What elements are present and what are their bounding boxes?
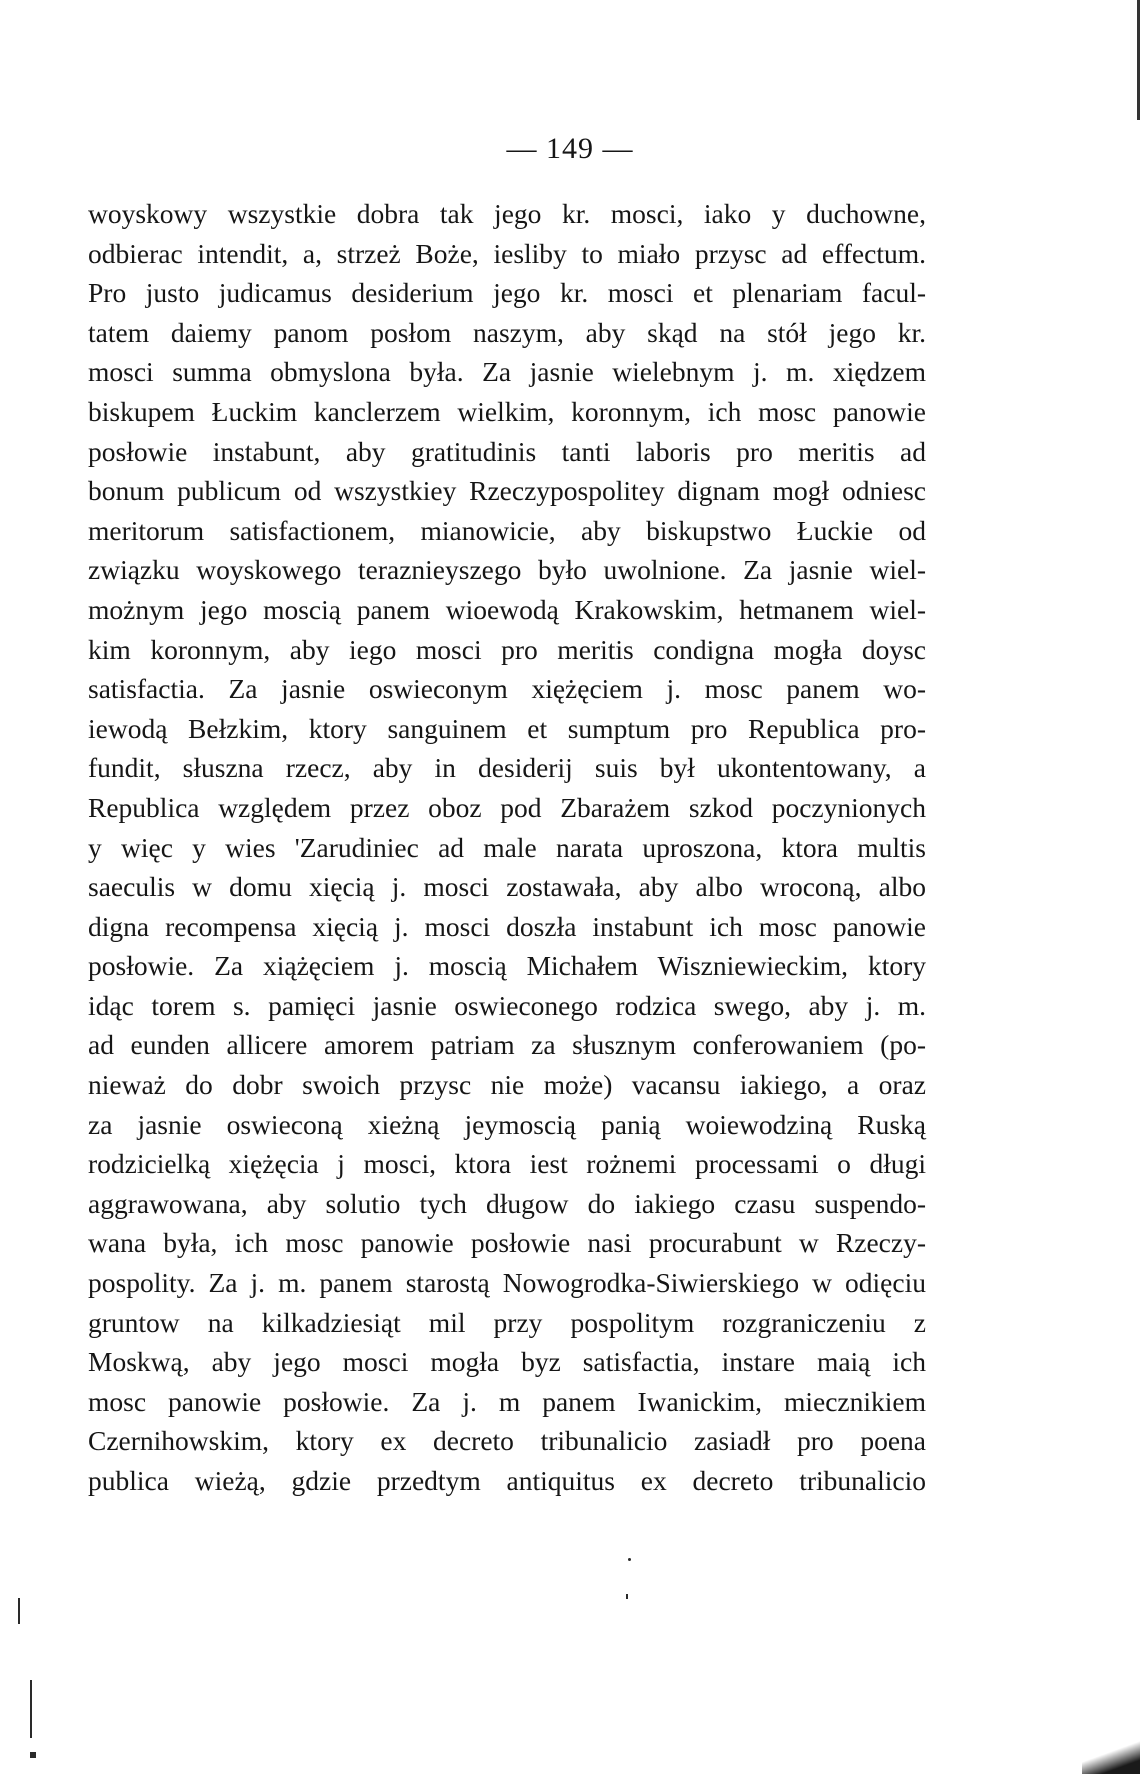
text-line: Moskwą, aby jego mosci mogła byz satisfactia, instare maią ich bbox=[88, 1346, 926, 1378]
text-line: gruntow na kilkadziesiąt mil przy pospolitym rozgraniczeniu z bbox=[88, 1306, 926, 1338]
text-line: posłowie. Za xiążęciem j. moscią Michałem Wiszniewieckim, ktory bbox=[88, 950, 926, 982]
text-line: pospolity. Za j. m. panem starostą Nowogrodka-Siwierskiego w odięciu bbox=[88, 1267, 926, 1299]
scan-corner-shadow bbox=[1082, 1740, 1140, 1774]
text-line: y więc y wies 'Zarudiniec ad male narata uproszona, ktora multis bbox=[88, 831, 926, 863]
text-line: woyskowy wszystkie dobra tak jego kr. mosci, iako y duchowne, bbox=[88, 198, 926, 229]
text-line: aggrawowana, aby solutio tych długow do iakiego czasu suspendo- bbox=[88, 1187, 926, 1219]
text-line: rodzicielką xiężęcia j mosci, ktora iest rożnemi processami o długi bbox=[88, 1148, 926, 1180]
text-line: biskupem Łuckim kanclerzem wielkim, koronnym, ich mosc panowie bbox=[88, 395, 926, 427]
text-line: tatem daiemy panom posłom naszym, aby skąd na stół jego kr. bbox=[88, 316, 926, 348]
text-line: możnym jego moscią panem wioewodą Krakowskim, hetmanem wiel- bbox=[88, 593, 926, 625]
text-line: Pro justo judicamus desiderium jego kr. mosci et plenariam facul- bbox=[88, 277, 926, 309]
text-line: satisfactia. Za jasnie oswieconym xiężęciem j. mosc panem wo- bbox=[88, 673, 926, 705]
scan-edge-mark bbox=[30, 1680, 32, 1738]
body-text bbox=[88, 194, 926, 1501]
text-line: kim koronnym, aby iego mosci pro meritis condigna mogła doysc bbox=[88, 633, 926, 665]
text-line: ad eunden allicere amorem patriam za słusznym conferowaniem (po- bbox=[88, 1029, 926, 1061]
text-line: odbierac intendit, a, strzeż Boże, iesliby to miało przysc ad effectum. bbox=[88, 237, 926, 269]
text-line: wana była, ich mosc panowie posłowie nasi procurabunt w Rzeczy- bbox=[88, 1227, 926, 1259]
text-line: mosci summa obmyslona była. Za jasnie wielebnym j. m. xiędzem bbox=[88, 356, 926, 388]
text-line: związku woyskowego teraznieyszego było uwolnione. Za jasnie wiel- bbox=[88, 554, 926, 586]
text-line: idąc torem s. pamięci jasnie oswieconego rodzica swego, aby j. m. bbox=[88, 989, 926, 1021]
scan-edge-mark bbox=[18, 1598, 20, 1624]
text-line: nieważ do dobr swoich przysc nie może) vacansu iakiego, a oraz bbox=[88, 1069, 926, 1101]
text-line: meritorum satisfactionem, mianowicie, aby biskupstwo Łuckie od bbox=[88, 514, 926, 546]
ink-speck bbox=[628, 1558, 631, 1561]
text-line: za jasnie oswieconą xieżną jeymoscią panią woiewodziną Ruską bbox=[88, 1108, 926, 1140]
text-line: digna recompensa xięcią j. mosci doszła instabunt ich mosc panowie bbox=[88, 910, 926, 942]
text-line: iewodą Bełzkim, ktory sanguinem et sumptum pro Republica pro- bbox=[88, 712, 926, 744]
text-line: saeculis w domu xięcią j. mosci zostawała, aby albo wroconą, albo bbox=[88, 871, 926, 903]
page-number: — 149 — bbox=[506, 132, 634, 165]
text-line: mosc panowie posłowie. Za j. m panem Iwanickim, miecznikiem bbox=[88, 1385, 926, 1417]
scan-edge-mark bbox=[30, 1752, 36, 1758]
text-line: publica wieżą, gdzie przedtym antiquitus ex decreto tribunalicio bbox=[88, 1465, 926, 1496]
text-line: fundit, słuszna rzecz, aby in desiderij suis był ukontentowany, a bbox=[88, 752, 926, 784]
text-line: Republica względem przez oboz pod Zbarażem szkod poczynionych bbox=[88, 791, 926, 823]
text-line: Czernihowskim, ktory ex decreto tribunalicio zasiadł pro poena bbox=[88, 1425, 926, 1457]
ink-speck bbox=[626, 1594, 628, 1599]
text-line: bonum publicum od wszystkiey Rzeczypospolitey dignam mogł odniesc bbox=[88, 475, 926, 507]
text-line: posłowie instabunt, aby gratitudinis tanti laboris pro meritis ad bbox=[88, 435, 926, 467]
